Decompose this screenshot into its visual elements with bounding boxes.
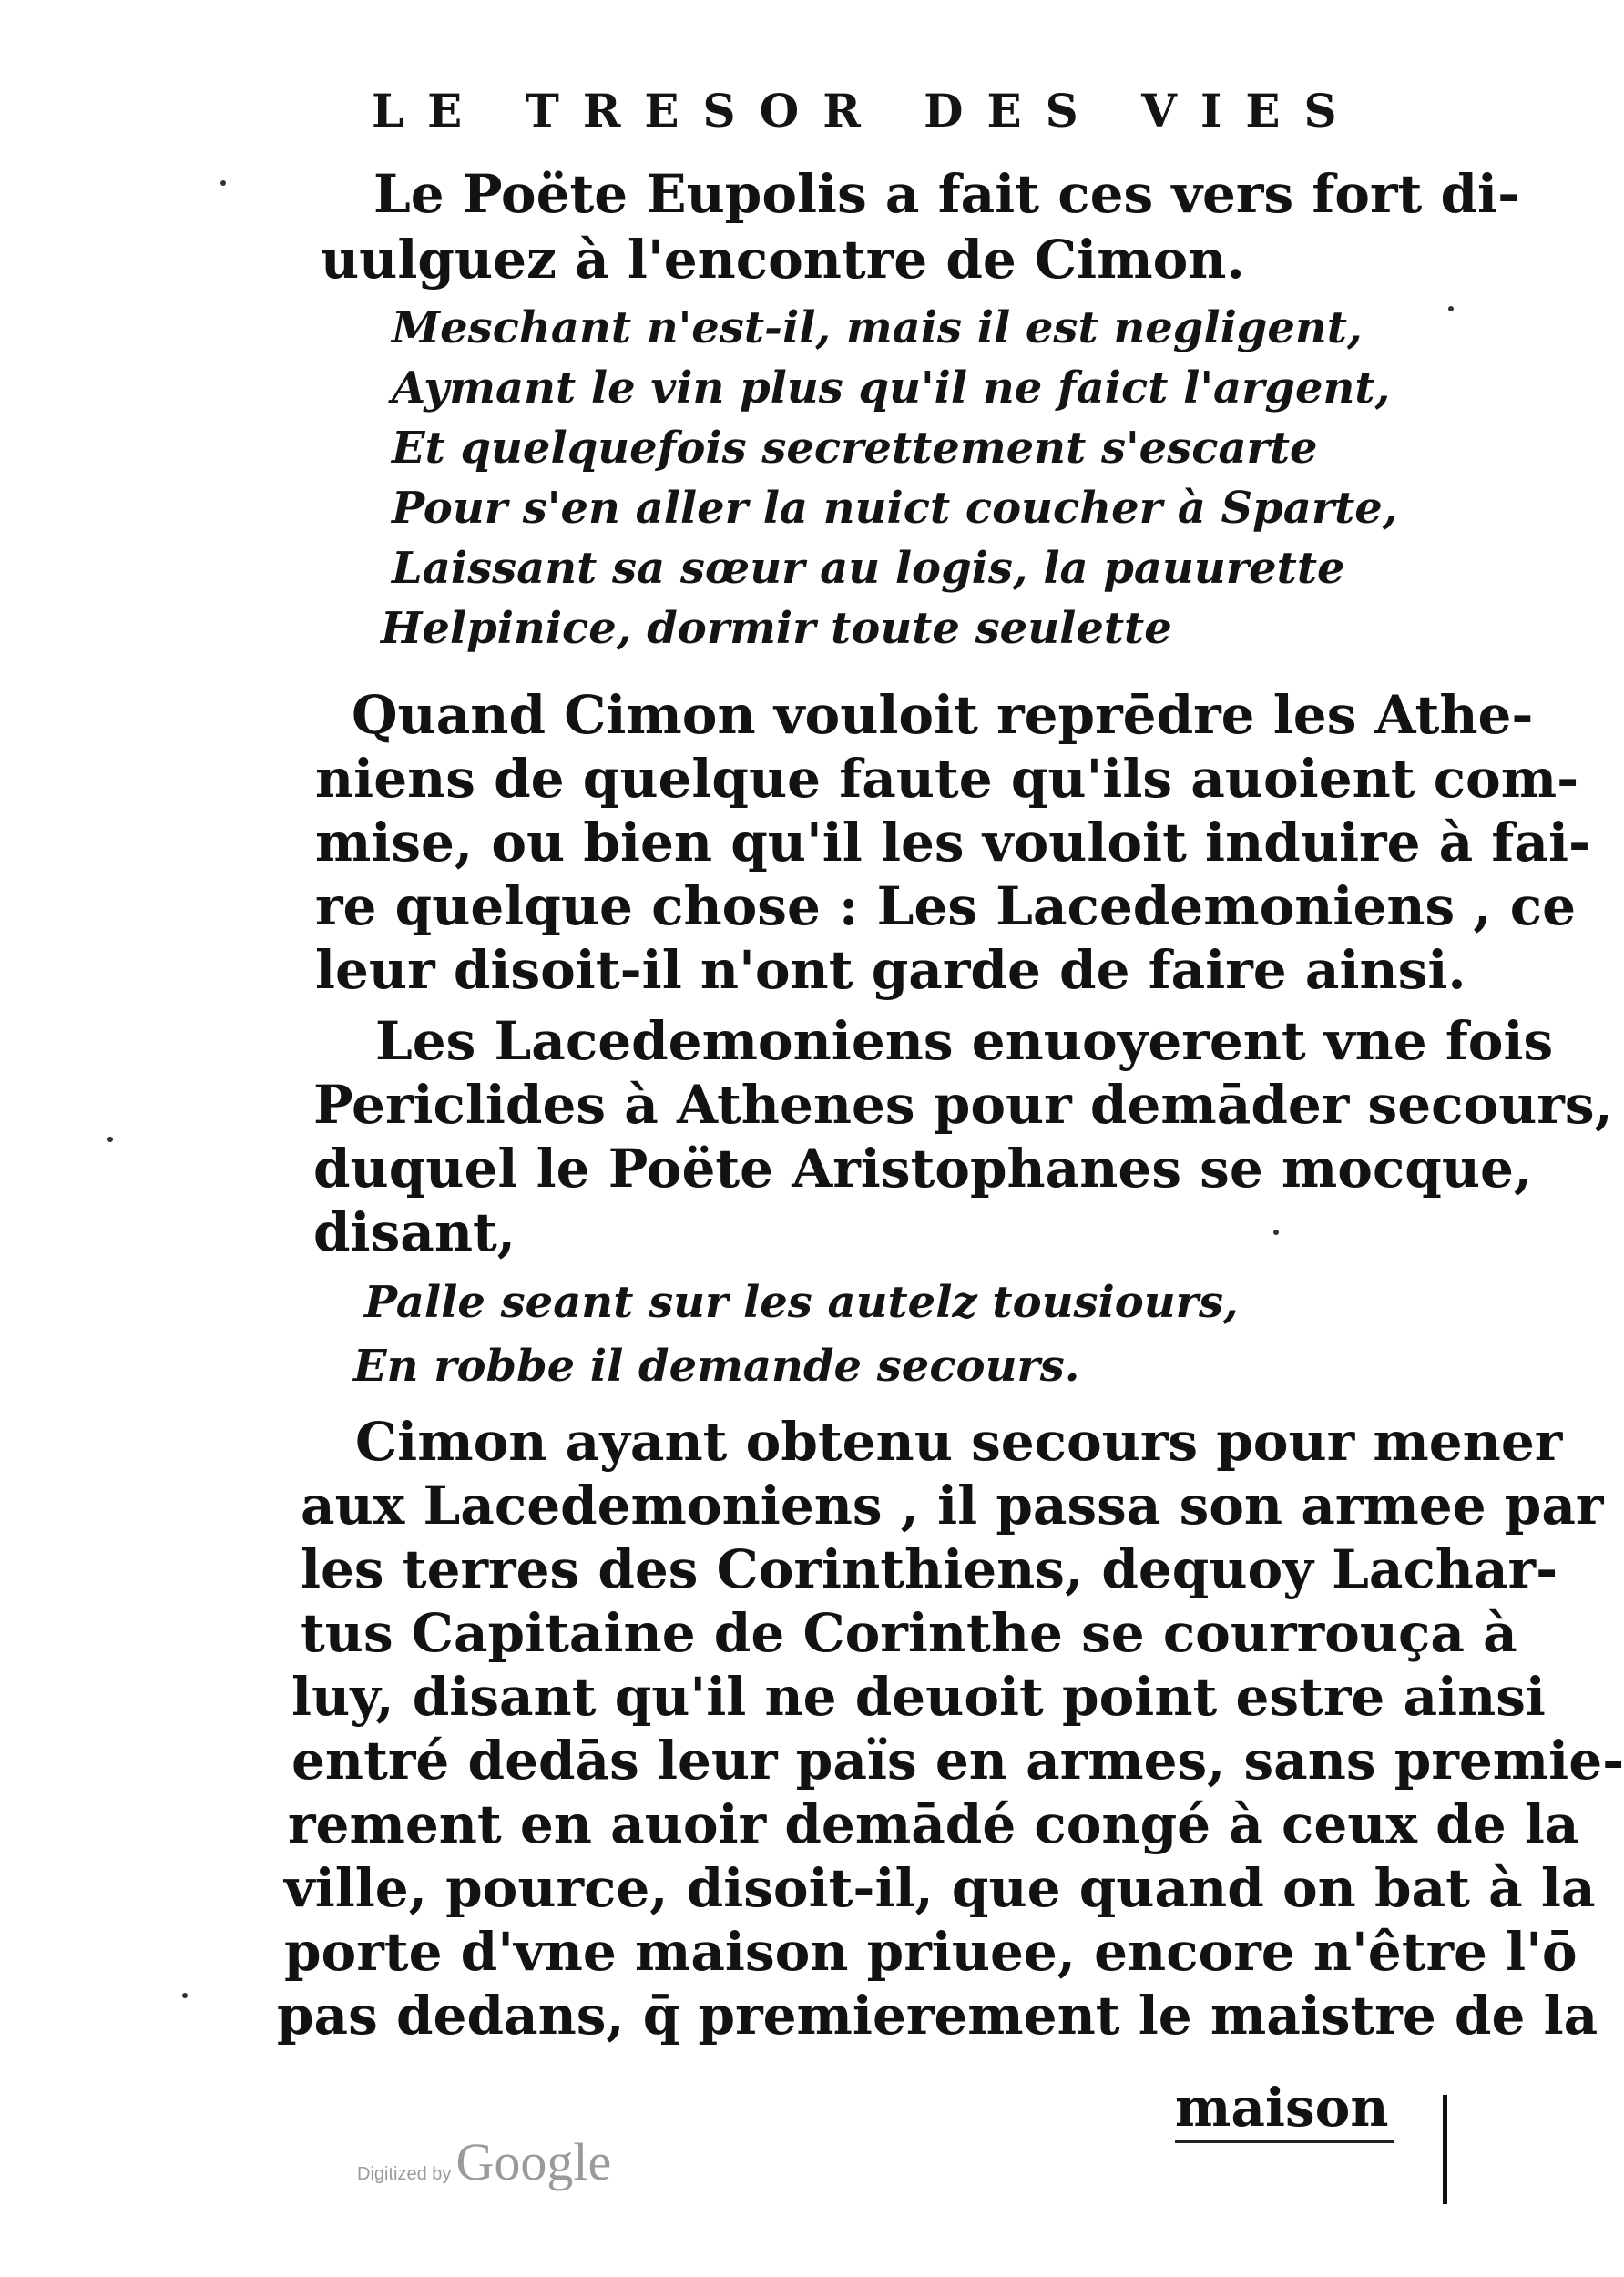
running-head: LE TRESOR DES VIES (372, 84, 1361, 138)
ink-speck (182, 1993, 188, 1998)
text-line: Periclides à Athenes pour demāder secours, (313, 1074, 1613, 1136)
verse-line: Palle seant sur les autelz tousiours, (364, 1277, 1239, 1328)
text-line: pas dedans, q̄ premierement le maistre de la (277, 1985, 1598, 2047)
text-line: Le Poëte Eupolis a fait ces vers fort di- (373, 163, 1520, 225)
ink-speck (1448, 306, 1454, 311)
verse-line: En robbe il demande secours. (353, 1341, 1080, 1392)
text-line: luy, disant qu'il ne deuoit point estre ainsi (291, 1666, 1546, 1728)
text-line: Quand Cimon vouloit reprēdre les Athe- (352, 684, 1534, 746)
text-line: rement en auoir demādé congé à ceux de la (288, 1793, 1579, 1855)
text-line: re quelque chose : Les Lacedemoniens , ce (315, 875, 1576, 937)
ink-speck (1273, 1230, 1279, 1235)
watermark-brand: Google (455, 2132, 612, 2191)
verse-line: Aymant le vin plus qu'il ne faict l'argent, (392, 362, 1391, 414)
text-line: niens de quelque faute qu'ils auoient com- (315, 748, 1579, 810)
text-line: entré dedās leur païs en armes, sans premie- (291, 1730, 1624, 1792)
catchword: maison (1175, 2077, 1389, 2139)
text-line: leur disoit-il n'ont garde de faire ainsi. (315, 939, 1466, 1001)
text-line: mise, ou bien qu'il les vouloit induire à fai- (315, 812, 1591, 873)
text-line: tus Capitaine de Corinthe se courrouça à (301, 1602, 1517, 1664)
page-edge-mark (1443, 2095, 1447, 2204)
text-line: disant, (313, 1201, 516, 1263)
watermark-prefix: Digitized by (357, 2164, 452, 2184)
text-line: duquel le Poëte Aristophanes se mocque, (313, 1138, 1533, 1200)
ink-speck (220, 180, 226, 186)
catchword-rule (1175, 2140, 1394, 2143)
text-line: les terres des Corinthiens, dequoy Lachar- (301, 1538, 1558, 1600)
verse-line: Meschant n'est-il, mais il est negligent, (392, 302, 1363, 353)
verse-line: Et quelquefois secrettement s'escarte (392, 423, 1318, 474)
verse-line: Pour s'en aller la nuict coucher à Sparte, (392, 483, 1398, 534)
verse-line: Laissant sa sœur au logis, la pauurette (392, 543, 1345, 594)
text-line: aux Lacedemoniens , il passa son armee par (301, 1475, 1604, 1537)
text-line: Les Lacedemoniens enuoyerent vne fois (375, 1010, 1554, 1072)
digitized-watermark (357, 2131, 611, 2192)
text-line: porte d'vne maison priuee, encore n'être l'ō (284, 1921, 1578, 1983)
ink-speck (107, 1137, 113, 1142)
text-line: Cimon ayant obtenu secours pour mener (355, 1411, 1563, 1473)
verse-line: Helpinice, dormir toute seulette (381, 603, 1172, 654)
text-line: ville, pource, disoit-il, que quand on bat à la (284, 1857, 1596, 1919)
text-line: uulguez à l'encontre de Cimon. (321, 229, 1245, 291)
